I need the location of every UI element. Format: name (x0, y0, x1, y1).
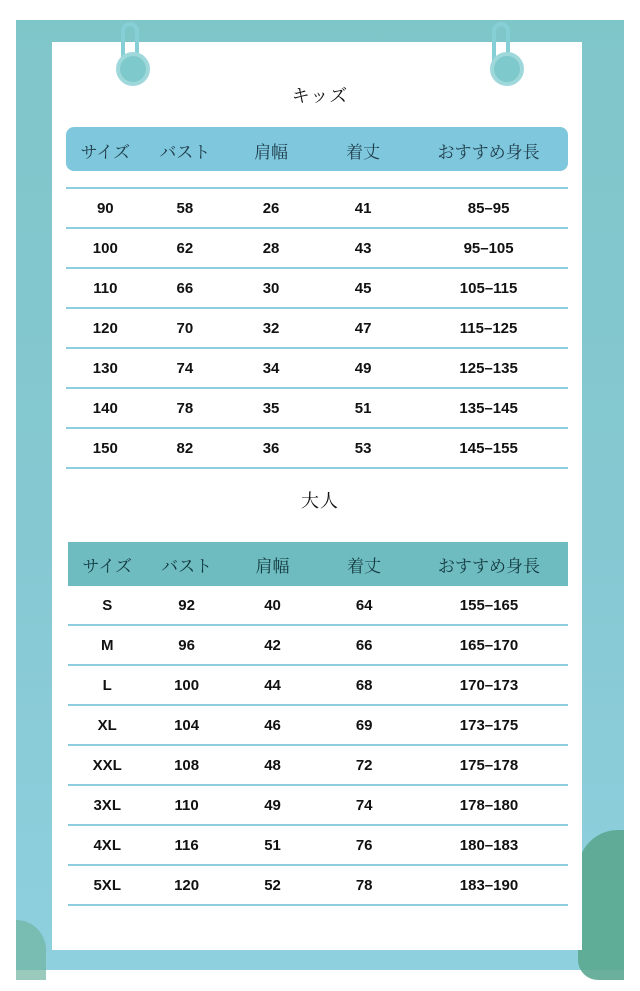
table-row (66, 308, 568, 348)
cell-length: 72 (318, 745, 410, 785)
cell-shoulder: 42 (227, 625, 319, 665)
ring-right (490, 52, 524, 86)
cell-length: 45 (317, 268, 409, 308)
cell-shoulder: 26 (225, 188, 317, 228)
cell-height: 175–178 (410, 745, 568, 785)
cell-shoulder: 32 (225, 308, 317, 348)
cell-height: 145–155 (409, 428, 568, 468)
cell-height: 115–125 (409, 308, 568, 348)
cell-size: 110 (66, 268, 145, 308)
leaf-decoration (16, 920, 46, 980)
cell-shoulder: 40 (227, 586, 319, 625)
cell-bust: 62 (145, 228, 225, 268)
cell-size: 3XL (68, 785, 146, 825)
cell-shoulder: 51 (227, 825, 319, 865)
cell-length: 41 (317, 188, 409, 228)
cell-shoulder: 28 (225, 228, 317, 268)
cell-bust: 104 (146, 705, 226, 745)
cell-height: 85–95 (409, 188, 568, 228)
table-row (68, 785, 568, 825)
table-row (68, 705, 568, 745)
header-shoulder: 肩幅 (255, 556, 290, 577)
cell-height: 105–115 (409, 268, 568, 308)
header-length: 着丈 (346, 142, 381, 163)
kids-header-row (66, 127, 568, 173)
cell-length: 53 (317, 428, 409, 468)
header-size: サイズ (82, 556, 133, 577)
cell-length: 49 (317, 348, 409, 388)
cell-length: 78 (318, 865, 410, 905)
cell-height: 155–165 (410, 586, 568, 625)
cell-bust: 92 (146, 586, 226, 625)
cell-size: 120 (66, 308, 145, 348)
cell-bust: 110 (146, 785, 226, 825)
adults-title: 大人 (301, 491, 339, 512)
cell-length: 43 (317, 228, 409, 268)
cell-length: 68 (318, 665, 410, 705)
table-row (66, 428, 568, 468)
header-bust: バスト (161, 556, 213, 577)
table-row (66, 388, 568, 428)
cell-bust: 120 (146, 865, 226, 905)
cell-height: 165–170 (410, 625, 568, 665)
cell-length: 66 (318, 625, 410, 665)
adults-size-table (68, 542, 568, 906)
cell-size: XL (68, 705, 146, 745)
cell-size: 150 (66, 428, 145, 468)
table-row (66, 348, 568, 388)
table-divider (66, 173, 568, 188)
cell-bust: 58 (145, 188, 225, 228)
kids-title: キッズ (291, 86, 349, 107)
cell-height: 183–190 (410, 865, 568, 905)
header-height: おすすめ身長 (437, 142, 540, 163)
leaf-decoration (578, 830, 624, 980)
kids-size-table (66, 127, 568, 469)
cell-bust: 96 (146, 625, 226, 665)
cell-shoulder: 44 (227, 665, 319, 705)
cell-size: 140 (66, 388, 145, 428)
header-shoulder: 肩幅 (254, 142, 289, 163)
cell-size: XXL (68, 745, 146, 785)
table-row (66, 188, 568, 228)
cell-size: L (68, 665, 146, 705)
cell-shoulder: 35 (225, 388, 317, 428)
cell-size: 100 (66, 228, 145, 268)
cell-size: 5XL (68, 865, 146, 905)
table-row (68, 825, 568, 865)
header-height: おすすめ身長 (437, 556, 541, 577)
cell-size: M (68, 625, 146, 665)
table-row (68, 625, 568, 665)
cell-height: 170–173 (410, 665, 568, 705)
cell-shoulder: 48 (227, 745, 319, 785)
table-row (68, 745, 568, 785)
cell-height: 173–175 (410, 705, 568, 745)
cell-bust: 100 (146, 665, 226, 705)
cell-length: 76 (318, 825, 410, 865)
cell-bust: 116 (146, 825, 226, 865)
cell-bust: 70 (145, 308, 225, 348)
table-row (66, 268, 568, 308)
cell-bust: 66 (145, 268, 225, 308)
cell-shoulder: 34 (225, 348, 317, 388)
cell-length: 74 (318, 785, 410, 825)
cell-height: 178–180 (410, 785, 568, 825)
adults-header-row (68, 542, 568, 586)
cell-size: 90 (66, 188, 145, 228)
table-row (68, 665, 568, 705)
cell-height: 135–145 (409, 388, 568, 428)
ring-left (116, 52, 150, 86)
table-row (66, 228, 568, 268)
cell-length: 69 (318, 705, 410, 745)
cell-length: 51 (317, 388, 409, 428)
table-row (68, 586, 568, 625)
header-length: 着丈 (347, 556, 382, 577)
cell-bust: 74 (145, 348, 225, 388)
cell-size: 130 (66, 348, 145, 388)
cell-bust: 108 (146, 745, 226, 785)
cell-length: 64 (318, 586, 410, 625)
cell-shoulder: 30 (225, 268, 317, 308)
header-size: サイズ (80, 142, 131, 163)
table-row (68, 865, 568, 905)
cell-height: 180–183 (410, 825, 568, 865)
cell-bust: 78 (145, 388, 225, 428)
cell-shoulder: 36 (225, 428, 317, 468)
cell-size: S (68, 586, 146, 625)
cell-height: 95–105 (409, 228, 568, 268)
cell-size: 4XL (68, 825, 146, 865)
cell-height: 125–135 (409, 348, 568, 388)
cell-shoulder: 52 (227, 865, 319, 905)
cell-shoulder: 46 (227, 705, 319, 745)
cell-bust: 82 (145, 428, 225, 468)
header-bust: バスト (159, 142, 211, 163)
cell-length: 47 (317, 308, 409, 348)
cell-shoulder: 49 (227, 785, 319, 825)
